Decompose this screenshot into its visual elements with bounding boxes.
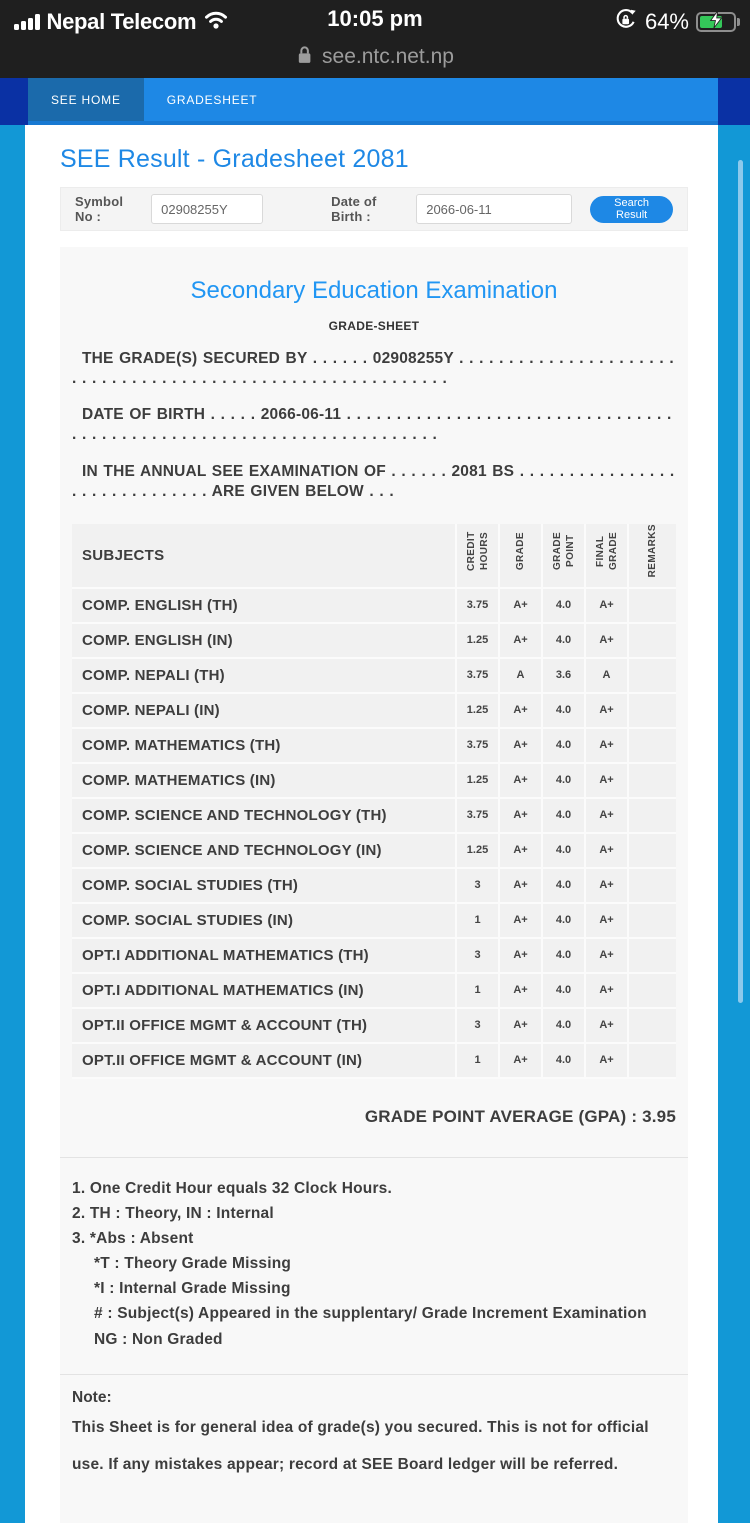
subject-cell: COMP. MATHEMATICS (TH) bbox=[72, 728, 456, 763]
padlock-icon bbox=[296, 45, 313, 70]
divider bbox=[60, 1374, 688, 1375]
remarks-cell bbox=[628, 903, 676, 938]
point-cell: 4.0 bbox=[542, 938, 585, 973]
point-cell: 4.0 bbox=[542, 798, 585, 833]
date-of-birth-line: DATE OF BIRTH . . . . . 2066-06-11 . . . . . . . . . . . . . . . . . . . . . . . . . . . . . . . . . . . . . . . . . . . . . . . . . . . . . . . . . . . . . . . . . . . . . . bbox=[72, 406, 672, 444]
note-item: *I : Internal Grade Missing bbox=[94, 1280, 291, 1298]
point-cell: 4.0 bbox=[542, 833, 585, 868]
remarks-header: REMARKS bbox=[628, 524, 676, 588]
remarks-cell bbox=[628, 623, 676, 658]
tab-gradesheet[interactable]: GRADESHEET bbox=[166, 92, 258, 107]
grade-cell: A+ bbox=[499, 1043, 542, 1078]
table-row bbox=[72, 693, 676, 728]
point-cell: 4.0 bbox=[542, 973, 585, 1008]
nav-menu bbox=[28, 78, 718, 125]
grade-cell: A+ bbox=[499, 973, 542, 1008]
final-cell: A+ bbox=[585, 1008, 628, 1043]
note-item: 2. TH : Theory, IN : Internal bbox=[72, 1204, 274, 1222]
subject-cell: COMP. SCIENCE AND TECHNOLOGY (IN) bbox=[72, 833, 456, 868]
remarks-cell bbox=[628, 798, 676, 833]
grades-secured-line: THE GRADE(S) SECURED BY . . . . . . 02908255Y . . . . . . . . . . . . . . . . . . . . . . . . . . . . . . . . . . . . . . . . . . . . . . . . . . . . . . . . . . . . bbox=[72, 350, 674, 388]
grade-cell: A+ bbox=[499, 798, 542, 833]
url-text: see.ntc.net.np bbox=[322, 45, 454, 68]
note-title: Note: bbox=[72, 1388, 112, 1406]
symbol-no-label: Symbol No : bbox=[75, 194, 124, 224]
subject-cell: COMP. SOCIAL STUDIES (IN) bbox=[72, 903, 456, 938]
remarks-cell bbox=[628, 728, 676, 763]
credit-cell: 3.75 bbox=[456, 588, 499, 623]
symbol-no-input[interactable] bbox=[151, 194, 263, 224]
remarks-cell bbox=[628, 973, 676, 1008]
status-bar-top-row bbox=[0, 0, 750, 40]
final-cell: A+ bbox=[585, 693, 628, 728]
note-item: # : Subject(s) Appeared in the supplentary/ Grade Increment Examination bbox=[94, 1305, 647, 1323]
search-result-button[interactable]: Search Result bbox=[590, 196, 673, 223]
grade-header: GRADE bbox=[499, 524, 542, 588]
table-row bbox=[72, 728, 676, 763]
status-right-group bbox=[613, 7, 736, 37]
table-row bbox=[72, 798, 676, 833]
table-header-row bbox=[72, 524, 676, 588]
point-cell: 4.0 bbox=[542, 868, 585, 903]
credit-cell: 1.25 bbox=[456, 763, 499, 798]
gradesheet-card bbox=[60, 247, 688, 1523]
carrier-name: Nepal Telecom bbox=[46, 9, 197, 34]
tab-see-home[interactable]: SEE HOME bbox=[28, 78, 144, 121]
final-cell: A+ bbox=[585, 903, 628, 938]
note-item: *T : Theory Grade Missing bbox=[94, 1255, 292, 1273]
grade-point-header: GRADE POINT bbox=[542, 524, 585, 588]
page-title: SEE Result - Gradesheet 2081 bbox=[60, 145, 409, 173]
cellular-signal-icon bbox=[14, 14, 40, 30]
exam-year-line: IN THE ANNUAL SEE EXAMINATION OF . . . . . . 2081 BS . . . . . . . . . . . . . . . . . . . . . . . . . . . . . . ARE GIVEN BELOW . . . bbox=[72, 462, 675, 500]
browser-url-bar[interactable] bbox=[0, 40, 750, 74]
subject-cell: COMP. NEPALI (IN) bbox=[72, 693, 456, 728]
table-row bbox=[72, 588, 676, 623]
grade-cell: A+ bbox=[499, 728, 542, 763]
results-table bbox=[72, 524, 676, 1079]
remarks-cell bbox=[628, 763, 676, 798]
note-item: 1. One Credit Hour equals 32 Clock Hours. bbox=[72, 1179, 393, 1197]
grade-cell: A+ bbox=[499, 903, 542, 938]
credit-cell: 3.75 bbox=[456, 798, 499, 833]
credit-cell: 1.25 bbox=[456, 693, 499, 728]
remarks-cell bbox=[628, 693, 676, 728]
subject-cell: COMP. NEPALI (TH) bbox=[72, 658, 456, 693]
table-row bbox=[72, 1043, 676, 1078]
credit-cell: 1.25 bbox=[456, 833, 499, 868]
sheet-title: Secondary Education Examination bbox=[190, 277, 558, 304]
point-cell: 4.0 bbox=[542, 728, 585, 763]
point-cell: 4.0 bbox=[542, 693, 585, 728]
page-content bbox=[25, 125, 718, 1523]
subject-cell: OPT.II OFFICE MGMT & ACCOUNT (IN) bbox=[72, 1043, 456, 1078]
subject-cell: COMP. SCIENCE AND TECHNOLOGY (TH) bbox=[72, 798, 456, 833]
table-row bbox=[72, 658, 676, 693]
point-cell: 4.0 bbox=[542, 623, 585, 658]
final-grade-header: FINAL GRADE bbox=[585, 524, 628, 588]
table-row bbox=[72, 938, 676, 973]
point-cell: 4.0 bbox=[542, 763, 585, 798]
credit-cell: 1 bbox=[456, 903, 499, 938]
final-cell: A+ bbox=[585, 763, 628, 798]
remarks-cell bbox=[628, 833, 676, 868]
divider bbox=[60, 1157, 688, 1158]
table-row bbox=[72, 833, 676, 868]
remarks-cell bbox=[628, 588, 676, 623]
final-cell: A+ bbox=[585, 798, 628, 833]
subject-cell: COMP. MATHEMATICS (IN) bbox=[72, 763, 456, 798]
dob-label: Date of Birth : bbox=[331, 194, 377, 224]
grade-cell: A+ bbox=[499, 763, 542, 798]
status-left-group bbox=[14, 9, 229, 35]
table-row bbox=[72, 763, 676, 798]
credit-cell: 3.75 bbox=[456, 658, 499, 693]
point-cell: 3.6 bbox=[542, 658, 585, 693]
final-cell: A+ bbox=[585, 588, 628, 623]
remarks-cell bbox=[628, 658, 676, 693]
credit-cell: 3 bbox=[456, 868, 499, 903]
credit-cell: 3 bbox=[456, 1008, 499, 1043]
nav-right-edge bbox=[718, 78, 750, 125]
subject-cell: OPT.II OFFICE MGMT & ACCOUNT (TH) bbox=[72, 1008, 456, 1043]
remarks-cell bbox=[628, 868, 676, 903]
grade-cell: A+ bbox=[499, 588, 542, 623]
note-item: 3. *Abs : Absent bbox=[72, 1230, 194, 1248]
point-cell: 4.0 bbox=[542, 1043, 585, 1078]
note-body: This Sheet is for general idea of grade(s) you secured. This is not for official use. If any mistakes appear; record at SEE Board ledger will be referred. bbox=[72, 1418, 649, 1473]
remarks-cell bbox=[628, 1008, 676, 1043]
grade-cell: A+ bbox=[499, 833, 542, 868]
grade-cell: A+ bbox=[499, 868, 542, 903]
clock-time: 10:05 pm bbox=[327, 6, 423, 31]
credit-cell: 1 bbox=[456, 973, 499, 1008]
table-row bbox=[72, 973, 676, 1008]
credit-cell: 1 bbox=[456, 1043, 499, 1078]
sheet-subtitle: GRADE-SHEET bbox=[328, 319, 420, 333]
grade-cell: A+ bbox=[499, 1008, 542, 1043]
point-cell: 4.0 bbox=[542, 588, 585, 623]
battery-percentage: 64% bbox=[644, 9, 689, 34]
wifi-icon bbox=[203, 10, 229, 34]
table-row bbox=[72, 1008, 676, 1043]
final-cell: A+ bbox=[585, 833, 628, 868]
grade-cell: A+ bbox=[499, 693, 542, 728]
final-cell: A+ bbox=[585, 938, 628, 973]
dob-input[interactable] bbox=[416, 194, 572, 224]
subject-cell: OPT.I ADDITIONAL MATHEMATICS (IN) bbox=[72, 973, 456, 1008]
subjects-header: SUBJECTS bbox=[72, 524, 456, 588]
subject-cell: COMP. ENGLISH (TH) bbox=[72, 588, 456, 623]
nav-left-edge bbox=[0, 78, 28, 125]
final-cell: A bbox=[585, 658, 628, 693]
final-cell: A+ bbox=[585, 1043, 628, 1078]
note-item: NG : Non Graded bbox=[94, 1330, 223, 1348]
final-cell: A+ bbox=[585, 728, 628, 763]
final-cell: A+ bbox=[585, 868, 628, 903]
orientation-lock-icon bbox=[613, 7, 638, 37]
subject-cell: OPT.I ADDITIONAL MATHEMATICS (TH) bbox=[72, 938, 456, 973]
credit-cell: 1.25 bbox=[456, 623, 499, 658]
final-cell: A+ bbox=[585, 623, 628, 658]
gpa-line: GRADE POINT AVERAGE (GPA) : 3.95 bbox=[364, 1106, 676, 1126]
point-cell: 4.0 bbox=[542, 903, 585, 938]
grade-cell: A+ bbox=[499, 623, 542, 658]
search-form bbox=[60, 187, 688, 231]
battery-charging-icon bbox=[696, 12, 736, 32]
nav-bar bbox=[0, 78, 750, 125]
subject-cell: COMP. ENGLISH (IN) bbox=[72, 623, 456, 658]
credit-hours-header: CREDIT HOURS bbox=[456, 524, 499, 588]
remarks-cell bbox=[628, 938, 676, 973]
credit-cell: 3 bbox=[456, 938, 499, 973]
final-cell: A+ bbox=[585, 973, 628, 1008]
status-bar bbox=[0, 0, 750, 78]
table-row bbox=[72, 868, 676, 903]
table-row bbox=[72, 623, 676, 658]
page-scrollbar[interactable] bbox=[738, 160, 743, 1003]
notes-section bbox=[72, 1176, 676, 1352]
grade-cell: A+ bbox=[499, 938, 542, 973]
table-row bbox=[72, 903, 676, 938]
remarks-cell bbox=[628, 1043, 676, 1078]
credit-cell: 3.75 bbox=[456, 728, 499, 763]
subject-cell: COMP. SOCIAL STUDIES (TH) bbox=[72, 868, 456, 903]
point-cell: 4.0 bbox=[542, 1008, 585, 1043]
grade-cell: A bbox=[499, 658, 542, 693]
